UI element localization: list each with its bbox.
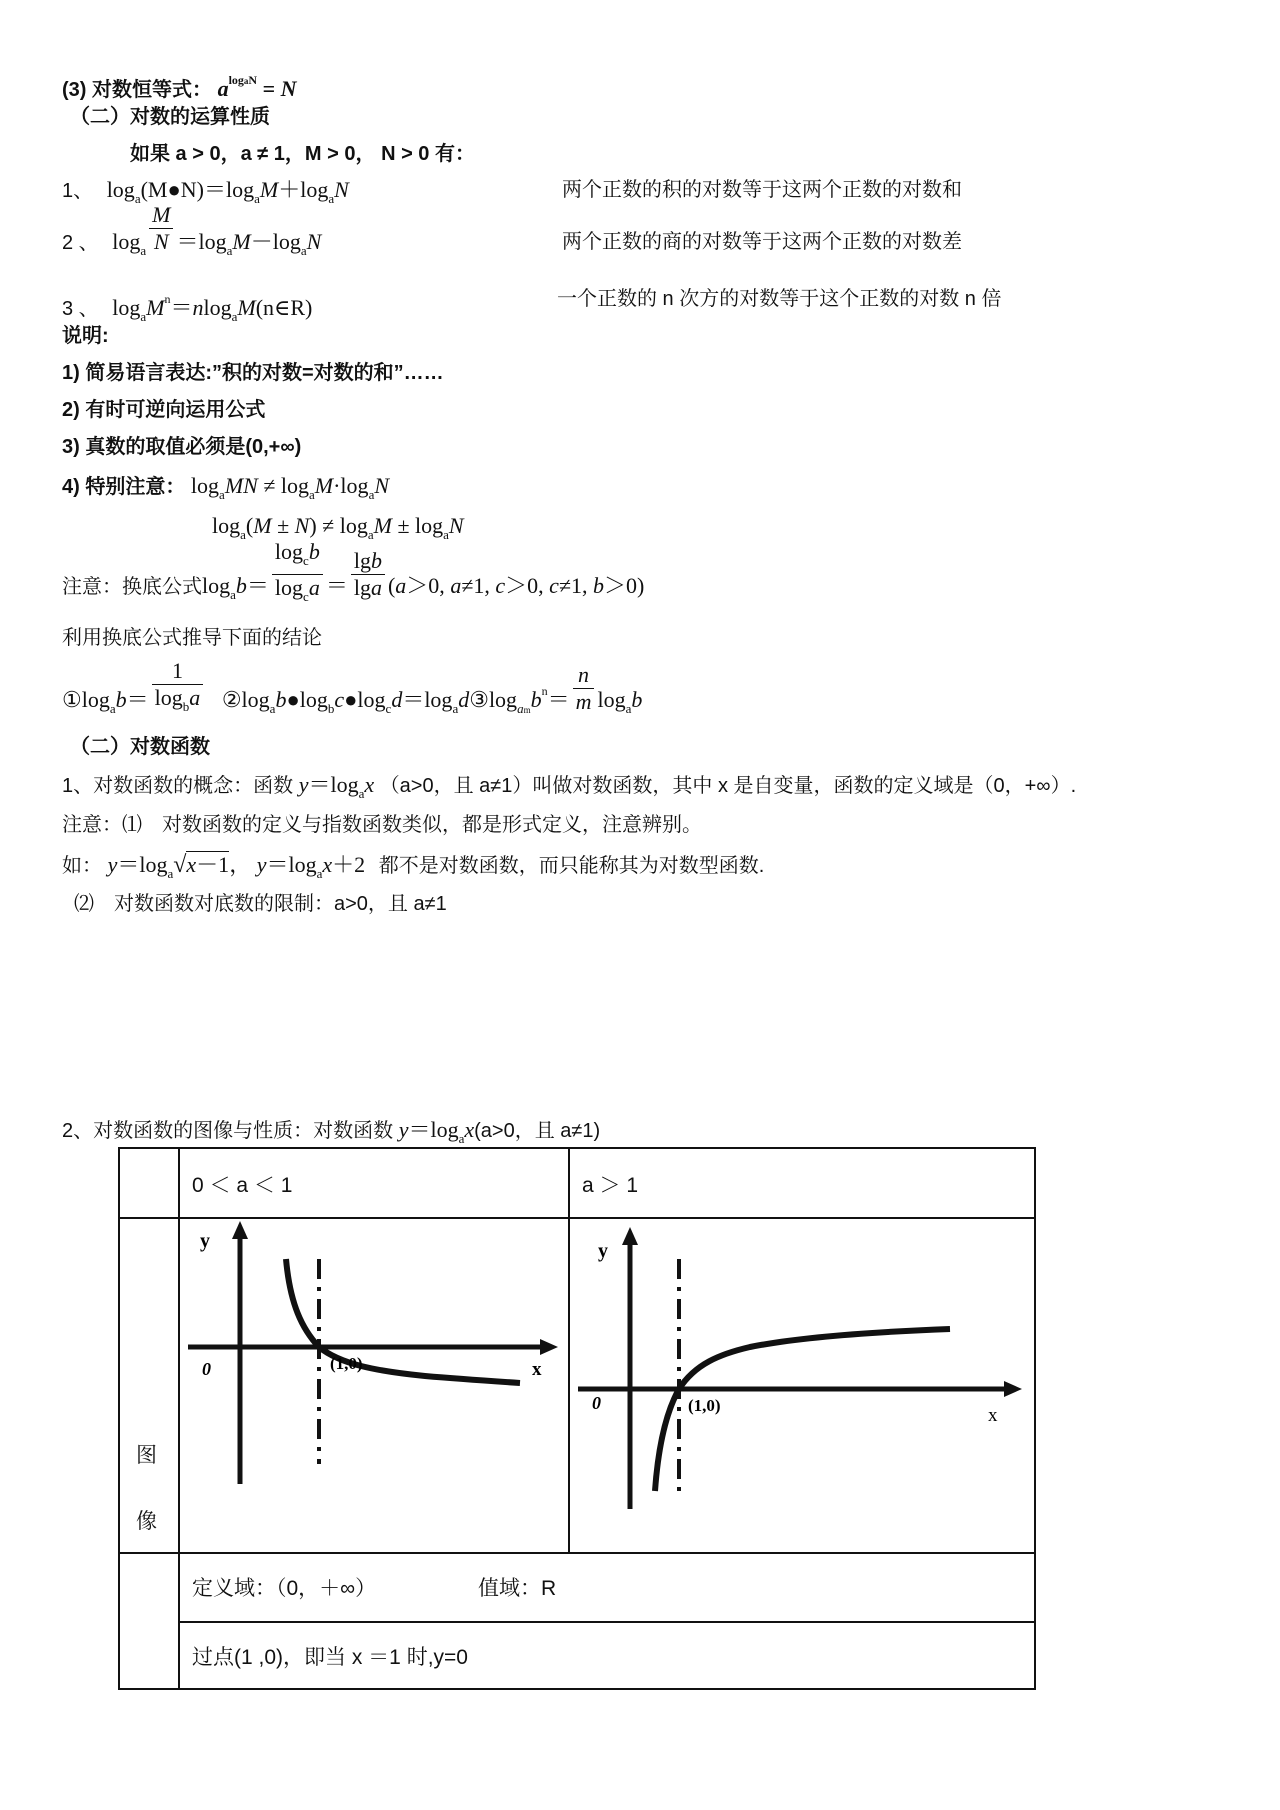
identity-formula: $a^{logaN} = N$	[217, 73, 297, 101]
identity-line	[62, 66, 297, 104]
rule-2-fraction: $\frac{M}{N}$	[149, 202, 173, 255]
rule-2: 2 、 $\log_a$ $\frac{M}{N}$ $=\log_aM-\log_aN$ 两个正数的商的对数等于这两个正数的对数差	[62, 202, 962, 258]
rule-3-num: 3 、	[62, 298, 99, 320]
note-4-formula-a: $\log_aMN \ne \log_aM\cdot\log_aN$	[190, 473, 390, 502]
right-y-label: y	[598, 1240, 608, 1262]
note-1: 1) 简易语言表达:”积的对数=对数的和”……	[62, 362, 444, 384]
right-x-label: x	[988, 1405, 998, 1426]
example-line: 如： $y=\log_a√x-1$， $y=\log_ax+2$ 都不是对数函数，而只能称其为对数型函数.	[62, 852, 765, 881]
note-4-formula-b: $\log_a(M \pm N) \ne \log_aM \pm \log_aN$	[212, 513, 464, 542]
definition-line: 1、对数函数的概念：函数 $y=\log_ax$ （a>0，且 a≠1）叫做对数函数，其中 x 是自变量，函数的定义域是（0，+∞）.	[62, 772, 1077, 801]
section-ops-heading: （二）对数的运算性质	[70, 106, 270, 128]
derive-text: 利用换底公式推导下面的结论	[62, 627, 322, 649]
rule-1	[62, 176, 962, 213]
rule-1-num: 1、	[62, 180, 94, 202]
graph-increasing	[570, 1219, 1032, 1552]
rule-2-desc: 两个正数的商的对数等于这两个正数的对数差	[562, 231, 962, 253]
left-x-label: x	[532, 1359, 542, 1380]
note-2: 2) 有时可逆向运用公式	[62, 399, 266, 421]
section-func-heading: （二）对数函数	[70, 736, 210, 758]
definition-prefix: 1、对数函数的概念：函数	[62, 775, 294, 797]
rule-2-formula: $\log_a$	[112, 229, 147, 258]
rule-3-formula: $\log_aM^n=nlog_aM(n\in R)$	[112, 292, 313, 324]
note-3: 3) 真数的取值必须是(0,+∞)	[62, 436, 302, 458]
example-suffix: 都不是对数函数，而只能称其为对数型函数.	[378, 855, 765, 877]
func-note-2: ⑵ 对数函数对底数的限制：a>0，且 a≠1	[74, 893, 447, 915]
left-point-label: (1,0)	[330, 1354, 363, 1373]
header-case-small-a: 0 ＜ a ＜ 1	[192, 1174, 293, 1197]
left-origin-label: 0	[202, 1359, 211, 1379]
derived-results: $①\log_ab=$ $\frac{1}{\log_ba}$ $②\log_ab●\log_bc●\log_cd=\log_ad③\log_{am}b^n=$ $\frac{n}{m}$ $\log_ab$	[62, 657, 643, 716]
fixed-point-text: 过点(1 ,0)，即当 x ＝1 时,y=0	[192, 1646, 468, 1669]
graph-title-prefix: 2、对数函数的图像与性质：对数函数	[62, 1120, 394, 1142]
rule-1-desc: 两个正数的积的对数等于这两个正数的对数和	[562, 179, 962, 201]
change-base-line: 注意：换底公式$\log_ab=$ $\frac{\log_cb}{\log_ca}$ ＝ $\frac{\lg b}{\lg a}$ (a＞0, a≠1, c＞0, c≠1, b＞0)	[62, 539, 645, 604]
row-label-image-2: 像	[136, 1510, 157, 1533]
graph-title: 2、对数函数的图像与性质：对数函数 $y=\log_ax(a>0$，且 a≠1)	[62, 1117, 601, 1146]
example-prefix: 如：	[62, 855, 102, 877]
right-point-label: (1,0)	[688, 1396, 721, 1415]
row-label-image-1: 图	[136, 1444, 157, 1467]
func-note-1: 注意：⑴ 对数函数的定义与指数函数类似，都是形式定义，注意辨别。	[62, 814, 702, 836]
range-text: 值域：R	[478, 1577, 557, 1600]
explain-heading: 说明:	[62, 325, 109, 347]
rule-3-desc: 一个正数的 n 次方的对数等于这个正数的对数 n 倍	[557, 288, 1002, 310]
graph-title-suffix: (a>0，且 a≠1)	[474, 1120, 601, 1142]
note-4	[62, 472, 389, 509]
properties-table	[118, 1147, 1036, 1690]
left-y-label: y	[200, 1230, 210, 1252]
domain-text: 定义域：（0，＋∞）	[192, 1577, 377, 1600]
identity-label: (3) 对数恒等式：	[62, 79, 212, 101]
header-case-large-a: a ＞ 1	[582, 1174, 639, 1197]
right-origin-label: 0	[592, 1393, 601, 1413]
definition-suffix: （a>0，且 a≠1）叫做对数函数，其中 x 是自变量，函数的定义域是（0，+∞）.	[379, 775, 1077, 797]
note-4-label: 4) 特别注意：	[62, 476, 186, 498]
change-base-label: 注意：换底公式	[62, 575, 202, 598]
rule-1-formula: $\log_a(M●N)=\log_aM+\log_aN$	[106, 177, 349, 206]
conditions-line: 如果 a > 0，a ≠ 1，M > 0， N > 0 有：	[130, 143, 475, 165]
graph-decreasing	[180, 1219, 568, 1552]
rule-2-num: 2 、	[62, 232, 99, 254]
